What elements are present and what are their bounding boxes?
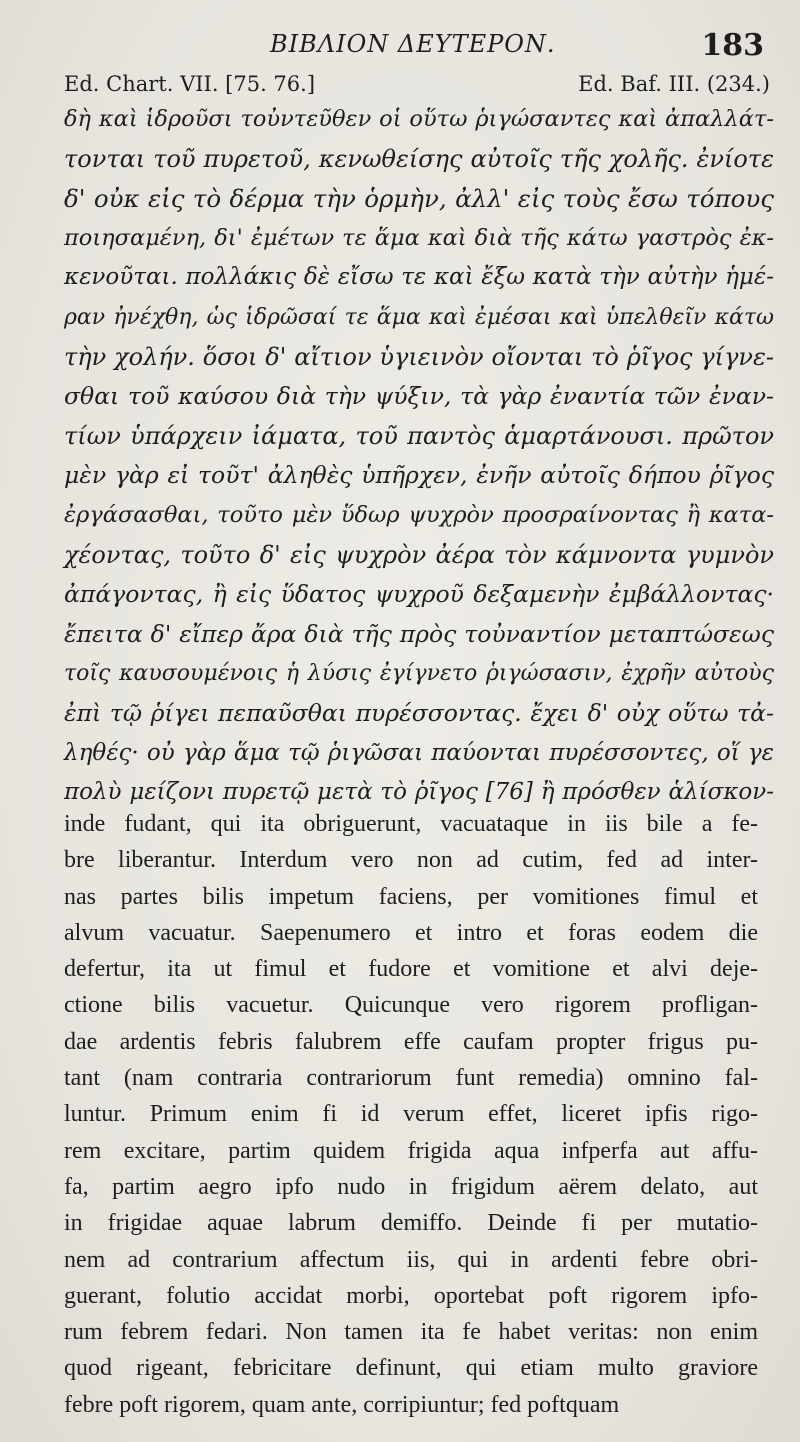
running-title: ΒΙΒΛΙΟΝ ΔΕΥΤΕΡΟΝ. — [270, 30, 556, 58]
greek-text-line: μὲν γὰρ εἰ τοῦτ' ἀληθὲς ὑπῆρχεν, ἐνῆν αὐτοῖς δήπου ῥῖγος — [64, 461, 774, 490]
latin-text-line: fa, partim aegro ipfo nudo in frigidum aërem delato, aut — [64, 1173, 758, 1200]
latin-text-line: ctione bilis vacuetur. Quicunque vero rigorem profligan- — [64, 992, 758, 1019]
greek-text-line: ραν ἠνέχθη, ὡς ἱδρῶσαί τε ἅμα καὶ ἐμέσαι καὶ ὑπελθεῖν κάτω — [64, 304, 774, 330]
greek-text-block — [64, 100, 774, 813]
greek-text-line: δὴ καὶ ἱδροῦσι τοὐντεῦθεν οἱ οὕτω ῥιγώσαντες καὶ ἀπαλλάτ- — [64, 106, 774, 132]
running-head — [0, 26, 800, 66]
page-number: 183 — [701, 28, 764, 63]
greek-text-line: χέοντας, τοῦτο δ' εἰς ψυχρὸν ἀέρα τὸν κάμνοντα γυμνὸν — [64, 540, 774, 569]
greek-text-line: κενοῦται. πολλάκις δὲ εἴσω τε καὶ ἔξω κατὰ τὴν αὐτὴν ἡμέ- — [64, 264, 774, 291]
latin-text-line: in frigidae aquae labrum demiffo. Deinde fi per mutatio- — [64, 1210, 758, 1237]
latin-text-line: luntur. Primum enim fi id verum effet, liceret ipfis rigo- — [64, 1101, 758, 1128]
latin-text-line: nas partes bilis impetum faciens, per vomitiones fimul et — [64, 883, 758, 910]
greek-text-line: ἐπὶ τῷ ῥίγει πεπαῦσθαι πυρέσσοντας. ἔχει δ' οὐχ οὕτω τἀ- — [64, 698, 774, 727]
latin-text-line: rum febrem fedari. Non tamen ita fe habet veritas: non enim — [64, 1319, 758, 1346]
latin-text-line: defertur, ita ut fimul et fudore et vomitione et alvi deje- — [64, 956, 758, 983]
latin-text-line: tant (nam contraria contrariorum funt remedia) omnino fal- — [64, 1065, 758, 1092]
latin-translation-block — [64, 806, 758, 1423]
latin-text-line: rem excitare, partim quidem frigida aqua infperfa aut affu- — [64, 1137, 758, 1164]
latin-text-line: bre liberantur. Interdum vero non ad cutim, fed ad inter- — [64, 847, 758, 874]
latin-text-line: nem ad contrarium affectum iis, qui in ardenti febre obri- — [64, 1246, 758, 1273]
greek-text-line: ληθές· οὐ γὰρ ἅμα τῷ ῥιγῶσαι παύονται πυρέσσοντες, οἵ γε — [64, 739, 774, 766]
greek-text-line: τονται τοῦ πυρετοῦ, κενωθείσης αὐτοῖς τῆς χολῆς. ἐνίοτε — [64, 144, 774, 173]
latin-text-line: quod rigeant, febricitare definunt, qui etiam multo graviore — [64, 1355, 758, 1382]
latin-text-line: inde fudant, qui ita obriguerunt, vacuataque in iis bile a fe- — [64, 811, 758, 837]
greek-text-line: τίων ὑπάρχειν ἰάματα, τοῦ παντὸς ἁμαρτάνουσι. πρῶτον — [64, 421, 774, 450]
latin-text-line: alvum vacuatur. Saepenumero et intro et foras eodem die — [64, 919, 758, 946]
greek-text-line: πολὺ μείζονι πυρετῷ μετὰ τὸ ῥῖγος [76] ἢ πρόσθεν ἁλίσκον- — [64, 779, 774, 806]
edition-reference-basel: Ed. Baf. III. (234.) — [578, 72, 770, 96]
greek-text-line: ποιησαμένη, δι' ἐμέτων τε ἅμα καὶ διὰ τῆς κάτω γαστρὸς ἐκ- — [64, 224, 774, 251]
greek-text-line: ἀπάγοντας, ἢ εἰς ὕδατος ψυχροῦ δεξαμενὴν ἐμβάλλοντας· — [64, 580, 774, 609]
greek-text-line: ἔπειτα δ' εἴπερ ἄρα διὰ τῆς πρὸς τοὐναντίον μεταπτώσεως — [64, 619, 774, 648]
latin-text-line: dae ardentis febris falubrem effe caufam propter frigus pu- — [64, 1028, 758, 1055]
greek-text-line: τὴν χολήν. ὅσοι δ' αἴτιον ὑγιεινὸν οἴονται τὸ ῥῖγος γίγνε- — [64, 342, 774, 371]
greek-text-line: δ' οὐκ εἰς τὸ δέρμα τὴν ὁρμὴν, ἀλλ' εἰς τοὺς ἔσω τόπους — [64, 184, 774, 214]
greek-text-line: ἐργάσασθαι, τοῦτο μὲν ὕδωρ ψυχρὸν προσραίνοντας ἢ κατα- — [64, 501, 774, 528]
greek-text-line: τοῖς καυσουμένοις ἡ λύσις ἐγίγνετο ῥιγώσασιν, ἐχρῆν αὐτοὺς — [64, 661, 774, 687]
greek-text-line: σθαι τοῦ καύσου διὰ τὴν ψύξιν, τὰ γὰρ ἐναντία τῶν ἐναν- — [64, 382, 774, 411]
latin-text-line: febre poft rigorem, quam ante, corripiuntur; fed poftquam — [64, 1391, 620, 1418]
edition-reference-chartier: Ed. Chart. VII. [75. 76.] — [64, 72, 316, 96]
latin-text-line: guerant, folutio accidat morbi, oportebat poft rigorem ipfo- — [64, 1282, 758, 1309]
